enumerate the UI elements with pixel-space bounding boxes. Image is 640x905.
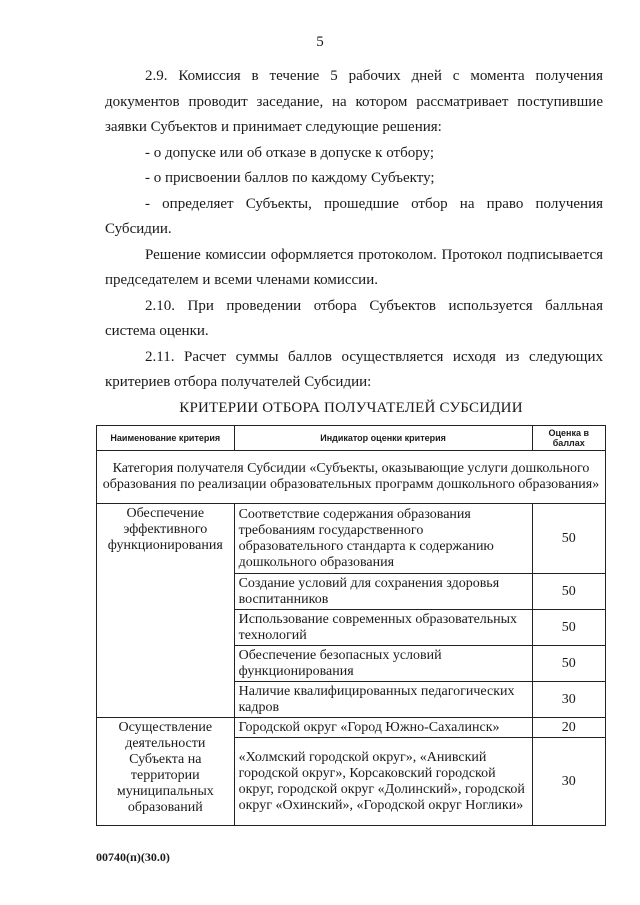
indicator-cell: Наличие квалифицированных педагогических кадров	[234, 682, 532, 718]
list-item-determine: - определяет Субъекты, прошедшие отбор на право получения Субсидии.	[105, 195, 603, 237]
header-score: Оценка в баллах	[532, 426, 605, 451]
indicator-cell: Создание условий для сохранения здоровья воспитанников	[234, 574, 532, 610]
paragraph-2-9: 2.9. Комиссия в течение 5 рабочих дней с момента получения документов проводит заседание, на котором рассматривает поступившие заявки Субъектов и принимает следующие решения:	[105, 68, 603, 135]
criterion-cell: Осуществление деятельности Субъекта на территории муниципальных образований	[97, 718, 235, 826]
score-cell: 30	[532, 682, 605, 718]
indicator-cell: «Холмский городской округ», «Анивский городской округ», Корсаковский городской округ, городской округ «Долинский», городской округ «Охинский», «Городской округ Ноглики»	[234, 738, 532, 826]
indicator-cell: Обеспечение безопасных условий функционирования	[234, 646, 532, 682]
indicator-cell: Соответствие содержания образования требованиям государственного образовательного стандарта к содержанию дошкольного образования	[234, 504, 532, 574]
table-row	[97, 718, 606, 738]
table-title: КРИТЕРИИ ОТБОРА ПОЛУЧАТЕЛЕЙ СУБСИДИИ	[179, 400, 523, 416]
table-header-row	[97, 426, 606, 451]
score-cell: 30	[532, 738, 605, 826]
score-cell: 20	[532, 718, 605, 738]
list-item-scoring: - о присвоении баллов по каждому Субъекту;	[145, 170, 435, 186]
page-number: 5	[316, 34, 324, 50]
header-criterion-name: Наименование критерия	[97, 426, 235, 451]
score-cell: 50	[532, 646, 605, 682]
table-row	[97, 504, 606, 574]
category-cell: Категория получателя Субсидии «Субъекты, оказывающие услуги дошкольного образования по реализации образовательных программ дошкольного образования»	[97, 451, 606, 504]
score-cell: 50	[532, 574, 605, 610]
body-text	[105, 64, 603, 396]
indicator-cell: Использование современных образовательных технологий	[234, 610, 532, 646]
header-indicator: Индикатор оценки критерия	[234, 426, 532, 451]
criterion-cell: Обеспечение эффективного функционирования	[97, 504, 235, 718]
score-cell: 50	[532, 610, 605, 646]
score-cell: 50	[532, 504, 605, 574]
table-category-row	[97, 451, 606, 504]
paragraph-protocol: Решение комиссии оформляется протоколом. Протокол подписывается председателем и всеми членами комиссии.	[105, 246, 603, 288]
paragraph-2-10: 2.10. При проведении отбора Субъектов используется балльная система оценки.	[105, 297, 603, 339]
criteria-table	[96, 425, 606, 826]
list-item-admission: - о допуске или об отказе в допуске к отбору;	[145, 144, 434, 161]
paragraph-2-11: 2.11. Расчет суммы баллов осуществляется исходя из следующих критериев отбора получателей Субсидии:	[105, 348, 603, 390]
document-code: 00740(п)(30.0)	[96, 850, 170, 864]
indicator-cell: Городской округ «Город Южно-Сахалинск»	[234, 718, 532, 738]
